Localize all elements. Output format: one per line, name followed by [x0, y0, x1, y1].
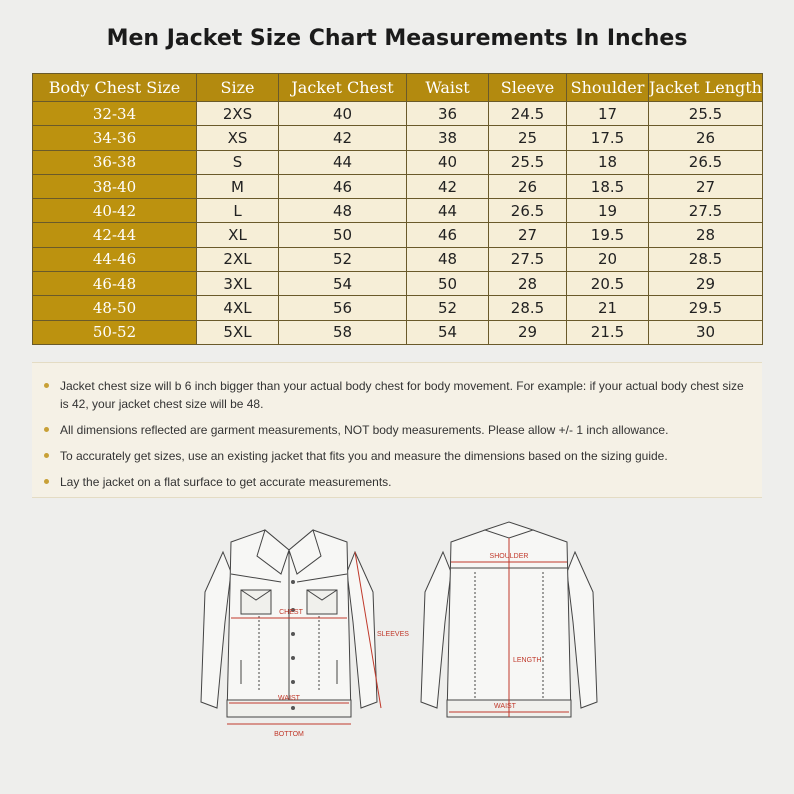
bullet-icon: [44, 479, 49, 484]
label-length: LENGTH: [513, 657, 542, 664]
body-chest-cell: 46-48: [33, 272, 197, 296]
table-cell: 36: [407, 102, 489, 126]
table-cell: 28.5: [649, 247, 763, 271]
table-cell: 5XL: [197, 320, 279, 344]
body-chest-cell: 44-46: [33, 247, 197, 271]
table-cell: 21.5: [567, 320, 649, 344]
table-cell: 27.5: [649, 199, 763, 223]
body-chest-cell: 48-50: [33, 296, 197, 320]
table-cell: 3XL: [197, 272, 279, 296]
table-cell: 26: [649, 126, 763, 150]
table-cell: 17.5: [567, 126, 649, 150]
table-cell: 29: [489, 320, 567, 344]
table-cell: 20.5: [567, 272, 649, 296]
body-chest-cell: 42-44: [33, 223, 197, 247]
table-cell: 27: [489, 223, 567, 247]
header-shoulder: Shoulder: [567, 74, 649, 102]
table-cell: M: [197, 174, 279, 198]
note-item: [44, 447, 750, 465]
table-cell: 25.5: [649, 102, 763, 126]
table-cell: 40: [279, 102, 407, 126]
jacket-front-illustration: [201, 530, 377, 717]
table-row: [33, 199, 763, 223]
table-cell: 40: [407, 150, 489, 174]
bullet-icon: [44, 453, 49, 458]
body-chest-cell: 34-36: [33, 126, 197, 150]
table-cell: 19.5: [567, 223, 649, 247]
note-text: All dimensions reflected are garment measurements, NOT body measurements. Please allow +/- 1 inch allowance.: [60, 423, 669, 437]
size-chart-table: [32, 73, 763, 345]
table-row: [33, 102, 763, 126]
table-cell: 44: [279, 150, 407, 174]
table-cell: 26: [489, 174, 567, 198]
label-chest: CHEST: [279, 609, 303, 616]
table-cell: 26.5: [489, 199, 567, 223]
table-cell: 27: [649, 174, 763, 198]
table-cell: 54: [407, 320, 489, 344]
table-cell: 24.5: [489, 102, 567, 126]
table-row: [33, 223, 763, 247]
table-cell: 28: [489, 272, 567, 296]
body-chest-cell: 50-52: [33, 320, 197, 344]
note-item: [44, 421, 750, 439]
table-row: [33, 272, 763, 296]
table-cell: 48: [407, 247, 489, 271]
body-chest-cell: 40-42: [33, 199, 197, 223]
table-cell: S: [197, 150, 279, 174]
table-cell: 50: [407, 272, 489, 296]
table-row: [33, 126, 763, 150]
table-cell: 4XL: [197, 296, 279, 320]
label-sleeves: SLEEVES: [377, 631, 409, 638]
table-cell: 46: [407, 223, 489, 247]
body-chest-cell: 32-34: [33, 102, 197, 126]
bullet-icon: [44, 427, 49, 432]
table-cell: 17: [567, 102, 649, 126]
table-cell: 29.5: [649, 296, 763, 320]
label-waist-front: WAIST: [278, 695, 300, 702]
label-waist-back: WAIST: [494, 703, 516, 710]
table-cell: 58: [279, 320, 407, 344]
table-row: [33, 296, 763, 320]
body-chest-cell: 36-38: [33, 150, 197, 174]
table-cell: 54: [279, 272, 407, 296]
table-cell: 18: [567, 150, 649, 174]
table-cell: 18.5: [567, 174, 649, 198]
table-cell: 30: [649, 320, 763, 344]
header-waist: Waist: [407, 74, 489, 102]
note-item: [44, 473, 750, 491]
table-cell: 28: [649, 223, 763, 247]
table-row: [33, 247, 763, 271]
table-cell: 52: [407, 296, 489, 320]
note-item: [44, 377, 750, 413]
table-cell: 42: [279, 126, 407, 150]
jacket-measurement-diagram: [195, 512, 605, 752]
header-body-chest-size: Body Chest Size: [33, 74, 197, 102]
table-cell: 27.5: [489, 247, 567, 271]
table-cell: L: [197, 199, 279, 223]
table-cell: 25.5: [489, 150, 567, 174]
note-text: To accurately get sizes, use an existing jacket that fits you and measure the dimensions based on the sizing guide.: [60, 449, 668, 463]
table-cell: 26.5: [649, 150, 763, 174]
header-size: Size: [197, 74, 279, 102]
table-cell: 28.5: [489, 296, 567, 320]
table-cell: 19: [567, 199, 649, 223]
notes-panel: [32, 362, 762, 498]
table-cell: 42: [407, 174, 489, 198]
header-sleeve: Sleeve: [489, 74, 567, 102]
label-shoulder: SHOULDER: [489, 553, 529, 560]
table-cell: 38: [407, 126, 489, 150]
bullet-icon: [44, 383, 49, 388]
table-header-row: [33, 74, 763, 102]
note-text: Jacket chest size will b 6 inch bigger than your actual body chest for body movement. For example: if your actual body chest size is 42, your jacket chest size will be 48.: [60, 379, 744, 411]
table-cell: XS: [197, 126, 279, 150]
table-cell: 56: [279, 296, 407, 320]
table-row: [33, 174, 763, 198]
table-cell: 2XL: [197, 247, 279, 271]
body-chest-cell: 38-40: [33, 174, 197, 198]
table-row: [33, 320, 763, 344]
table-cell: 46: [279, 174, 407, 198]
table-cell: 20: [567, 247, 649, 271]
page-title: Men Jacket Size Chart Measurements In Inches: [106, 26, 688, 51]
table-cell: 44: [407, 199, 489, 223]
table-cell: XL: [197, 223, 279, 247]
header-jacket-length: Jacket Length: [649, 74, 763, 102]
table-cell: 52: [279, 247, 407, 271]
table-cell: 21: [567, 296, 649, 320]
header-jacket-chest: Jacket Chest: [279, 74, 407, 102]
table-cell: 29: [649, 272, 763, 296]
table-cell: 2XS: [197, 102, 279, 126]
note-text: Lay the jacket on a flat surface to get accurate measurements.: [60, 475, 392, 489]
table-cell: 25: [489, 126, 567, 150]
table-cell: 50: [279, 223, 407, 247]
label-bottom: BOTTOM: [274, 731, 304, 738]
table-cell: 48: [279, 199, 407, 223]
table-row: [33, 150, 763, 174]
